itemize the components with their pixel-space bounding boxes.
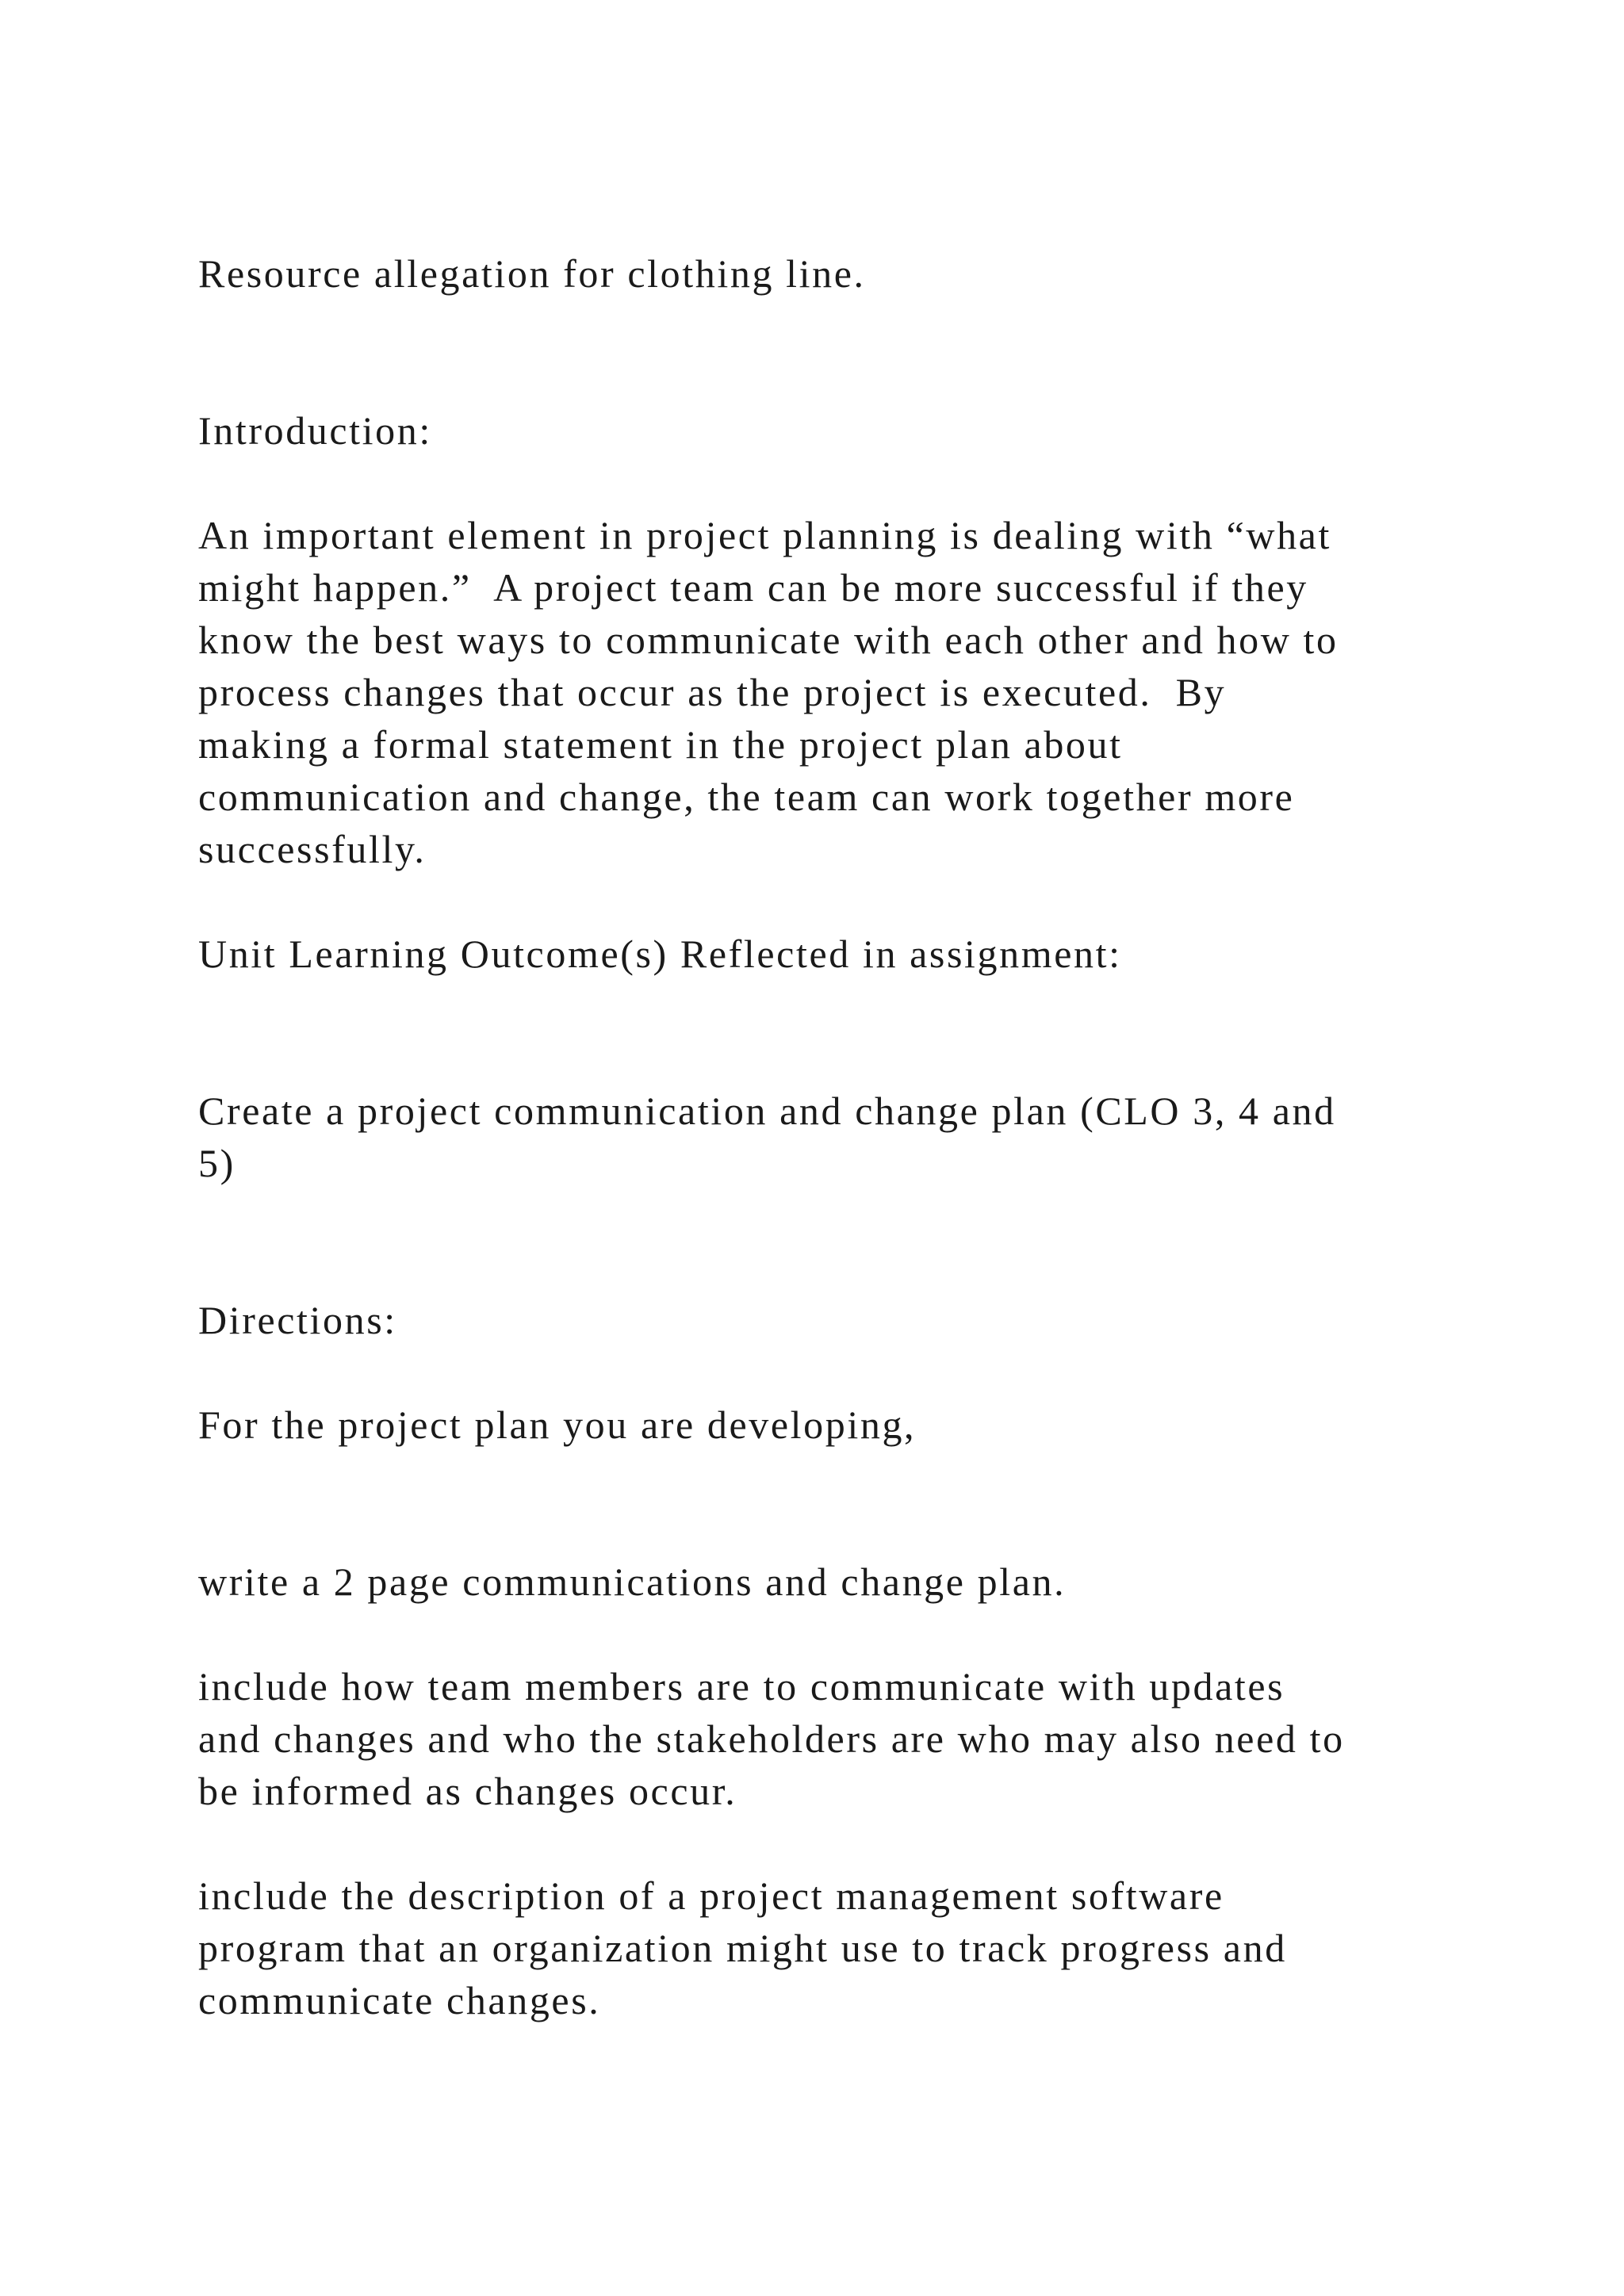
introduction-line: successfully. bbox=[198, 827, 427, 871]
introduction-line: communication and change, the team can work together more bbox=[198, 775, 1295, 819]
introduction-line: making a formal statement in the project plan about bbox=[198, 722, 1123, 767]
introduction-line: An important element in project planning is dealing with “what bbox=[198, 513, 1331, 557]
introduction-line: know the best ways to communicate with each other and how to bbox=[198, 618, 1339, 662]
learning-outcome-line: Create a project communication and change plan (CLO 3, 4 and bbox=[198, 1089, 1336, 1133]
direction-line: program that an organization might use to track progress and bbox=[198, 1926, 1287, 1970]
direction-line: include how team members are to communicate with updates bbox=[198, 1664, 1285, 1709]
direction-line: be informed as changes occur. bbox=[198, 1769, 737, 1813]
directions-intro: For the project plan you are developing, bbox=[198, 1402, 917, 1447]
learning-outcome-line: 5) bbox=[198, 1141, 236, 1185]
introduction-line: process changes that occur as the project is executed. By bbox=[198, 670, 1227, 714]
introduction-heading: Introduction: bbox=[198, 408, 432, 453]
direction-item-page-plan: write a 2 page communications and change plan. bbox=[198, 1559, 1067, 1604]
direction-line: and changes and who the stakeholders are who may also need to bbox=[198, 1716, 1345, 1761]
direction-line: communicate changes. bbox=[198, 1978, 601, 2022]
direction-line: include the description of a project management software bbox=[198, 1873, 1224, 1918]
directions-heading: Directions: bbox=[198, 1298, 397, 1342]
learning-outcomes-heading: Unit Learning Outcome(s) Reflected in assignment: bbox=[198, 932, 1122, 976]
document-title: Resource allegation for clothing line. bbox=[198, 251, 866, 296]
introduction-line: might happen.” A project team can be more successful if they bbox=[198, 565, 1308, 610]
